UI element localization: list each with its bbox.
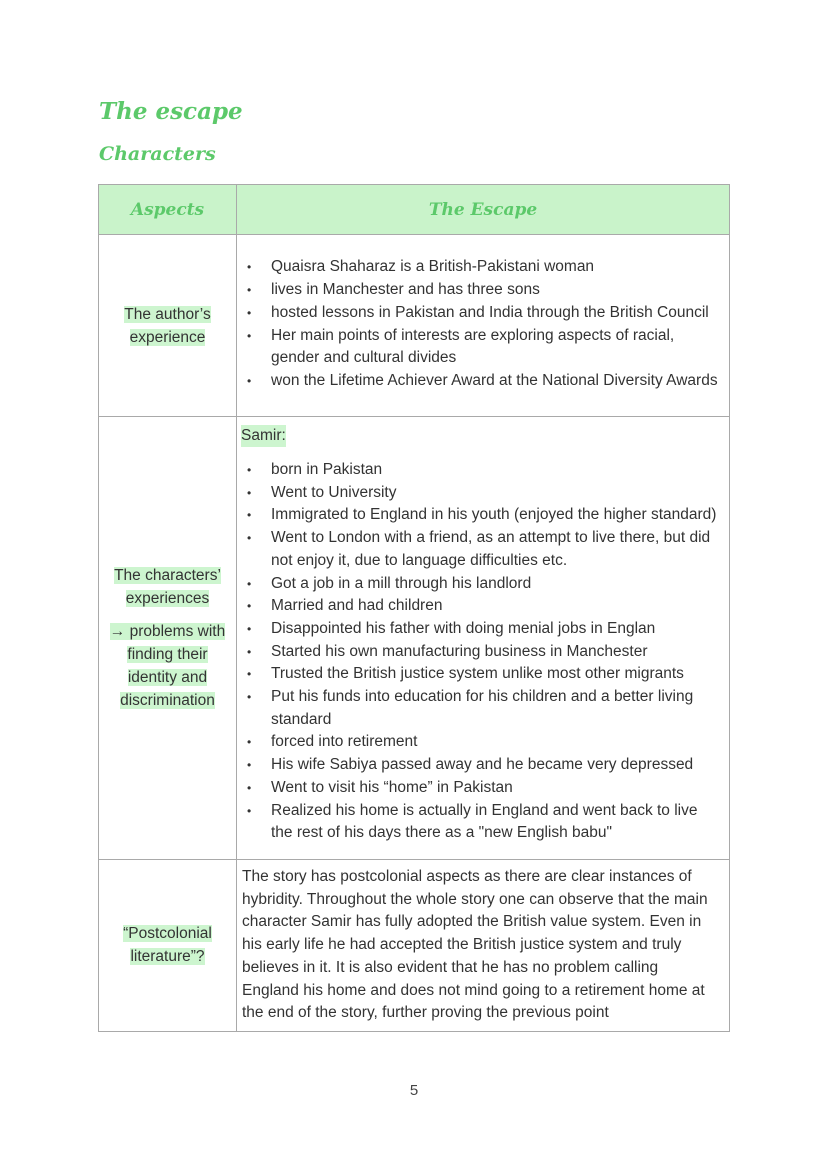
aspect-label: The characters’ experiences (114, 567, 221, 607)
list-item: • Went to London with a friend, as an attempt to live there, but did not enjoy it, due to language difficulties etc. (241, 527, 723, 572)
list-item: • Went to visit his “home” in Pakistan (241, 777, 723, 800)
aspect-label: The author’s experience (124, 305, 211, 346)
list-item: • Her main points of interests are exploring aspects of racial, gender and cultural divides (241, 325, 723, 370)
aspect-label: “Postcolonial literature”? (123, 925, 212, 966)
list-item: • Disappointed his father with doing menial jobs in Englan (241, 618, 723, 641)
list-item: • Trusted the British justice system unlike most other migrants (241, 663, 723, 686)
list-item: • Started his own manufacturing business in Manchester (241, 641, 723, 664)
list-item: • Immigrated to England in his youth (enjoyed the higher standard) (241, 504, 723, 527)
aspect-cell (99, 860, 237, 1032)
list-item: • forced into retirement (241, 731, 723, 754)
character-label: Samir: (241, 425, 286, 447)
table-row (99, 235, 730, 417)
aspect-cell (99, 417, 237, 860)
list-item: • Put his funds into education for his children and a better living standard (241, 686, 723, 731)
list-item: • Quaisra Shaharaz is a British-Pakistani woman (241, 256, 723, 279)
list-item: • His wife Sabiya passed away and he became very depressed (241, 754, 723, 777)
aspect-note: → problems with finding their identity and discrimination (109, 623, 226, 709)
content-cell (237, 860, 730, 1032)
header-the-escape: The Escape (237, 185, 730, 235)
content-cell (237, 235, 730, 417)
section-heading: Characters (99, 143, 216, 165)
aspect-cell (99, 235, 237, 417)
page-title: The escape (99, 98, 243, 125)
bullet-list (241, 256, 723, 392)
list-item: • Got a job in a mill through his landlord (241, 573, 723, 596)
characters-table (98, 184, 730, 1032)
header-aspects: Aspects (99, 185, 237, 235)
table-row (99, 417, 730, 860)
postcolonial-paragraph: The story has postcolonial aspects as there are clear instances of hybridity. Throughout the whole story one can observe that the main character Samir has fully adopted the British value system. Even in his early life he had accepted the British justice system and truly believes in it. It is also evident that he has no problem calling England his home and does not mind going to a retirement home at the end of the story, further proving the previous point (242, 868, 708, 1022)
list-item: • hosted lessons in Pakistan and India through the British Council (241, 302, 723, 325)
bullet-list (241, 459, 723, 845)
table-header-row (99, 185, 730, 235)
list-item: • lives in Manchester and has three sons (241, 279, 723, 302)
list-item: • Went to University (241, 482, 723, 505)
list-item: • born in Pakistan (241, 459, 723, 482)
list-item: • won the Lifetime Achiever Award at the National Diversity Awards (241, 370, 723, 393)
list-item: • Realized his home is actually in England and went back to live the rest of his days there as a "new English babu" (241, 800, 723, 845)
list-item: • Married and had children (241, 595, 723, 618)
page-number: 5 (409, 1082, 419, 1099)
table-row (99, 860, 730, 1032)
content-cell (237, 417, 730, 860)
